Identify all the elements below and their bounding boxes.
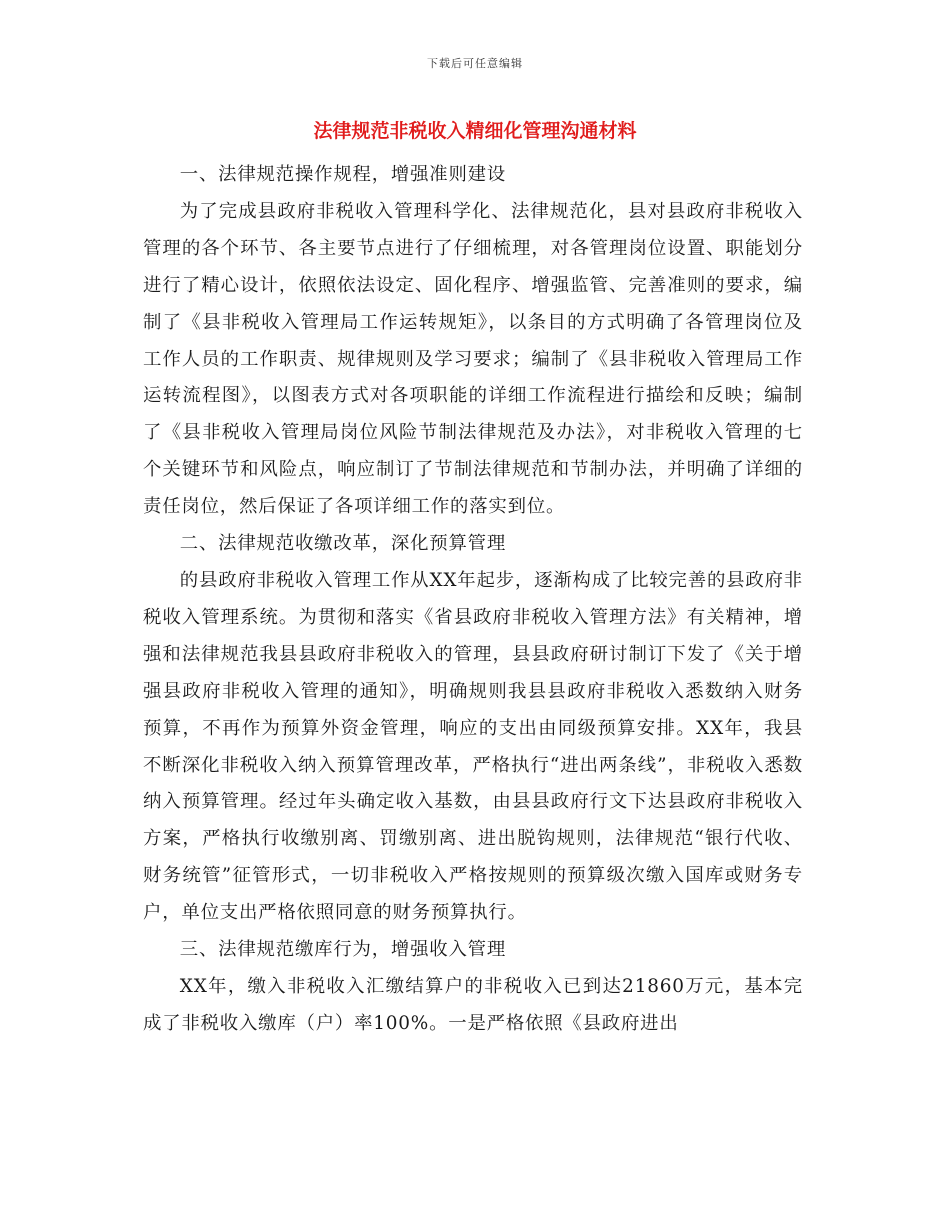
section-paragraph-2: 的县政府非税收入管理工作从XX年起步，逐渐构成了比较完善的县政府非税收入管理系统。为贯彻和落实《省县政府非税收入管理方法》有关精神，增强和法律规范我县县政府非税收入的管理，县县政府研讨制订下发了《关于增强县政府非税收入管理的通知》，明确规则我县县政府非税收入悉数纳入财务预算，不再作为预算外资金管理，响应的支出由同级预算安排。XX年，我县不断深化非税收入纳入预算管理改革，严格执行“进出两条线”，非税收入悉数纳入预算管理。经过年头确定收入基数，由县县政府行文下达县政府非税收入方案，严格执行收缴别离、罚缴别离、进出脱钩规则，法律规范“银行代收、财务统管”征管形式，一切非税收入严格按规则的预算级次缴入国库或财务专户，单位支出严格依照同意的财务预算执行。	[143, 569, 803, 924]
section-heading-2: 二、法律规范收缴改革，深化预算管理	[179, 533, 507, 555]
section-heading-1: 一、法律规范操作规程，增强准则建设	[179, 164, 507, 185]
document-body	[143, 157, 803, 1043]
document-title: 法律规范非税收入精细化管理沟通材料	[313, 120, 637, 142]
page-header-note: 下载后可任意编辑	[427, 57, 523, 70]
section-heading-3: 三、法律规范缴库行为，增强收入管理	[179, 939, 507, 961]
section-paragraph-3: XX年，缴入非税收入汇缴结算户的非税收入已到达21860万元，基本完成了非税收入缴库（户）率100%。一是严格依照《县政府进出	[143, 975, 803, 1034]
section-paragraph-1: 为了完成县政府非税收入管理科学化、法律规范化，县对县政府非税收入管理的各个环节、各主要节点进行了仔细梳理，对各管理岗位设置、职能划分进行了精心设计，依照依法设定、固化程序、增强监管、完善准则的要求，编制了《县非税收入管理局工作运转规矩》，以条目的方式明确了各管理岗位及工作人员的工作职责、规律规则及学习要求；编制了《县非税收入管理局工作运转流程图》，以图表方式对各项职能的详细工作流程进行描绘和反映；编制了《县非税收入管理局岗位风险节制法律规范及办法》，对非税收入管理的七个关键环节和风险点，响应制订了节制法律规范和节制办法，并明确了详细的责任岗位，然后保证了各项详细工作的落实到位。	[143, 200, 803, 518]
